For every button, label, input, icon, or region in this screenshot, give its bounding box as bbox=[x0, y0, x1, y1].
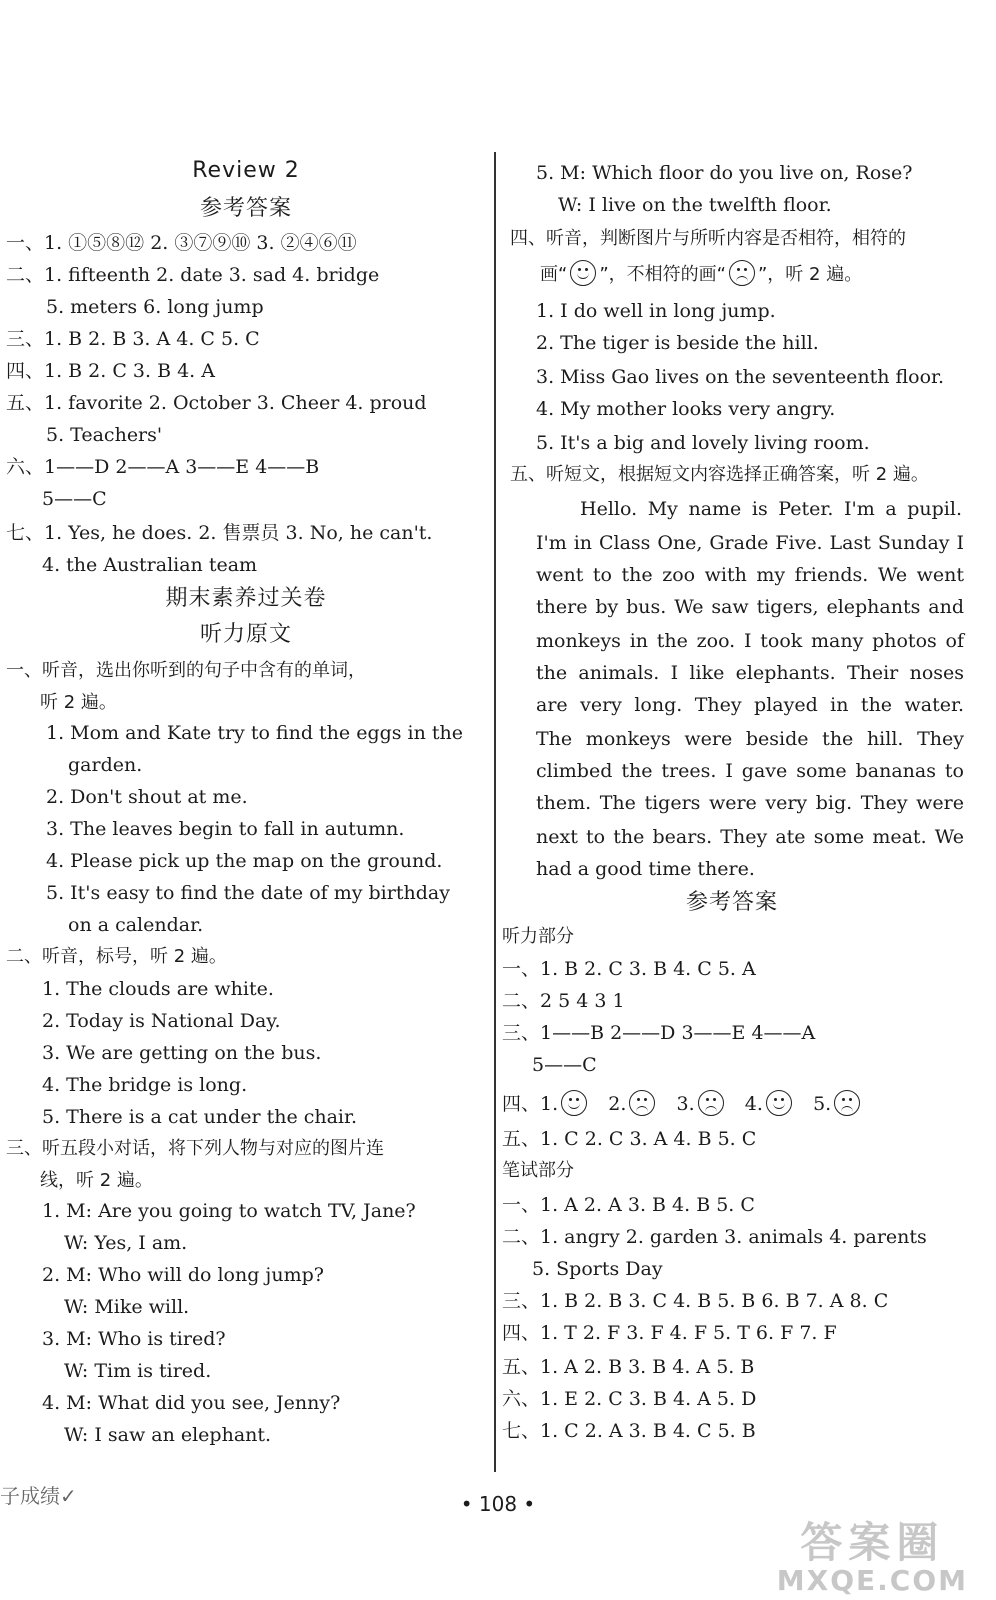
passage-line: the animals. I like elephants. Their noses bbox=[536, 662, 964, 684]
dialogue-line: 2. M: Who will do long jump? bbox=[42, 1264, 324, 1286]
answer-row: 四、1. B 2. C 3. B 4. A bbox=[6, 360, 215, 382]
list-item: 1. Mom and Kate try to find the eggs in the bbox=[46, 722, 464, 744]
section-heading: 线，听 2 遍。 bbox=[40, 1170, 153, 1191]
list-item: 2. Don't shout at me. bbox=[46, 786, 248, 808]
review-title: Review 2 bbox=[192, 158, 300, 183]
passage-line: monkeys in the zoo. I took many photos of bbox=[536, 630, 964, 652]
passage-line: next to the bears. They ate some meat. We bbox=[536, 826, 964, 848]
smile-face-icon bbox=[561, 1090, 587, 1116]
section-heading: 听 2 遍。 bbox=[40, 692, 117, 713]
dialogue-line: W: I live on the twelfth floor. bbox=[558, 194, 832, 216]
answer-row: 三、1. B 2. B 3. A 4. C 5. C bbox=[6, 328, 260, 350]
section-heading: 一、听音，选出你听到的句子中含有的单词， bbox=[6, 660, 366, 681]
list-item: 1. I do well in long jump. bbox=[536, 300, 776, 322]
passage-line: The monkeys were beside the hill. They bbox=[536, 728, 964, 750]
answer-row: 三、1. B 2. B 3. C 4. B 5. B 6. B 7. A 8. C bbox=[502, 1290, 889, 1312]
sad-face-icon bbox=[629, 1090, 655, 1116]
dialogue-line: 1. M: Are you going to watch TV, Jane? bbox=[42, 1200, 416, 1222]
answer-row: 一、1. B 2. C 3. B 4. C 5. A bbox=[502, 958, 756, 980]
passage-line: Hello. My name is Peter. I'm a pupil. bbox=[580, 498, 962, 520]
sad-face-icon bbox=[729, 260, 755, 286]
exam-title: 期末素养过关卷 bbox=[165, 586, 327, 611]
answer-row: 一、1. A 2. A 3. B 4. B 5. C bbox=[502, 1194, 755, 1216]
list-item: 4. Please pick up the map on the ground. bbox=[46, 850, 443, 872]
answer-row: 二、1. fifteenth 2. date 3. sad 4. bridge bbox=[6, 264, 380, 286]
answer-row: 5. Teachers' bbox=[46, 424, 163, 446]
passage-line: them. The tigers were very big. They were bbox=[536, 792, 964, 814]
smile-face-icon bbox=[570, 260, 596, 286]
sad-face-icon bbox=[834, 1090, 860, 1116]
list-item: 4. The bridge is long. bbox=[42, 1074, 248, 1096]
page-number: • 108 • bbox=[460, 1492, 536, 1516]
dialogue-line: W: Mike will. bbox=[64, 1296, 190, 1318]
dialogue-line: W: I saw an elephant. bbox=[64, 1424, 272, 1446]
list-item: 5. It's a big and lovely living room. bbox=[536, 432, 870, 454]
list-item: 2. The tiger is beside the hill. bbox=[536, 332, 819, 354]
column-divider bbox=[494, 152, 496, 1472]
answer-row: 四、1. 2. 3. 4. 5. bbox=[502, 1090, 863, 1117]
answer-row: 七、1. Yes, he does. 2. 售票员 3. No, he can't. bbox=[6, 522, 433, 544]
passage-line: climbed the trees. I gave some bananas to bbox=[536, 760, 964, 782]
listening-title: 听力原文 bbox=[199, 622, 292, 647]
section-heading: 五、听短文，根据短文内容选择正确答案，听 2 遍。 bbox=[510, 464, 929, 485]
dialogue-line: 3. M: Who is tired? bbox=[42, 1328, 226, 1350]
list-item: 3. We are getting on the bus. bbox=[42, 1042, 322, 1064]
dialogue-line: W: Yes, I am. bbox=[64, 1232, 188, 1254]
answer-row: 四、1. T 2. F 3. F 4. F 5. T 6. F 7. F bbox=[502, 1322, 837, 1344]
answers-title: 参考答案 bbox=[686, 890, 779, 915]
list-item: garden. bbox=[68, 754, 143, 776]
section-heading: 二、听音，标号，听 2 遍。 bbox=[6, 946, 227, 967]
list-item: 2. Today is National Day. bbox=[42, 1010, 281, 1032]
list-item: 5. It's easy to find the date of my birthday bbox=[46, 882, 450, 904]
list-item: 5. There is a cat under the chair. bbox=[42, 1106, 358, 1128]
passage-line: are very long. They played in the water. bbox=[536, 694, 964, 716]
sad-face-icon bbox=[698, 1090, 724, 1116]
list-item: 3. Miss Gao lives on the seventeenth floor. bbox=[536, 366, 945, 388]
answer-row: 4. the Australian team bbox=[42, 554, 258, 576]
passage-line: had a good time there. bbox=[536, 858, 755, 880]
answer-row: 三、1——B 2——D 3——E 4——A bbox=[502, 1022, 816, 1044]
dialogue-line: 4. M: What did you see, Jenny? bbox=[42, 1392, 341, 1414]
grade-stamp: 子成绩✓ bbox=[0, 1484, 77, 1508]
passage-line: there by bus. We saw tigers, elephants and bbox=[536, 596, 964, 618]
answer-row: 二、1. angry 2. garden 3. animals 4. parents bbox=[502, 1226, 927, 1248]
answer-row: 一、1. ①⑤⑧⑫ 2. ③⑦⑨⑩ 3. ②④⑥⑪ bbox=[6, 232, 357, 254]
answer-row: 六、1. E 2. C 3. B 4. A 5. D bbox=[502, 1388, 757, 1410]
part-label: 笔试部分 bbox=[502, 1160, 574, 1181]
list-item: 4. My mother looks very angry. bbox=[536, 398, 836, 420]
answer-row: 二、2 5 4 3 1 bbox=[502, 990, 625, 1012]
answer-row: 五、1. C 2. C 3. A 4. B 5. C bbox=[502, 1128, 757, 1150]
answers-title: 参考答案 bbox=[199, 196, 292, 221]
dialogue-line: 5. M: Which floor do you live on, Rose? bbox=[536, 162, 913, 184]
answer-row: 5. meters 6. long jump bbox=[46, 296, 264, 318]
answer-row: 六、1——D 2——A 3——E 4——B bbox=[6, 456, 320, 478]
dialogue-line: W: Tim is tired. bbox=[64, 1360, 212, 1382]
list-item: 1. The clouds are white. bbox=[42, 978, 274, 1000]
section-heading: 四、听音，判断图片与所听内容是否相符，相符的 bbox=[510, 228, 906, 249]
list-item: on a calendar. bbox=[68, 914, 204, 936]
section-heading: 三、听五段小对话，将下列人物与对应的图片连 bbox=[6, 1138, 384, 1159]
answer-row: 七、1. C 2. A 3. B 4. C 5. B bbox=[502, 1420, 756, 1442]
section-heading: 画“ ”，不相符的画“ ”，听 2 遍。 bbox=[540, 260, 862, 288]
part-label: 听力部分 bbox=[502, 926, 574, 947]
answer-row: 5——C bbox=[42, 488, 107, 510]
passage-line: went to the zoo with my friends. We went bbox=[536, 564, 964, 586]
list-item: 3. The leaves begin to fall in autumn. bbox=[46, 818, 405, 840]
answer-row: 5. Sports Day bbox=[532, 1258, 663, 1280]
answer-row: 5——C bbox=[532, 1054, 597, 1076]
passage-line: I'm in Class One, Grade Five. Last Sunday I bbox=[536, 532, 964, 554]
answer-row: 五、1. A 2. B 3. B 4. A 5. B bbox=[502, 1356, 755, 1378]
smile-face-icon bbox=[766, 1090, 792, 1116]
answer-row: 五、1. favorite 2. October 3. Cheer 4. proud bbox=[6, 392, 427, 414]
watermark-logo: 答案圈 MXQE.COM bbox=[776, 1518, 968, 1598]
